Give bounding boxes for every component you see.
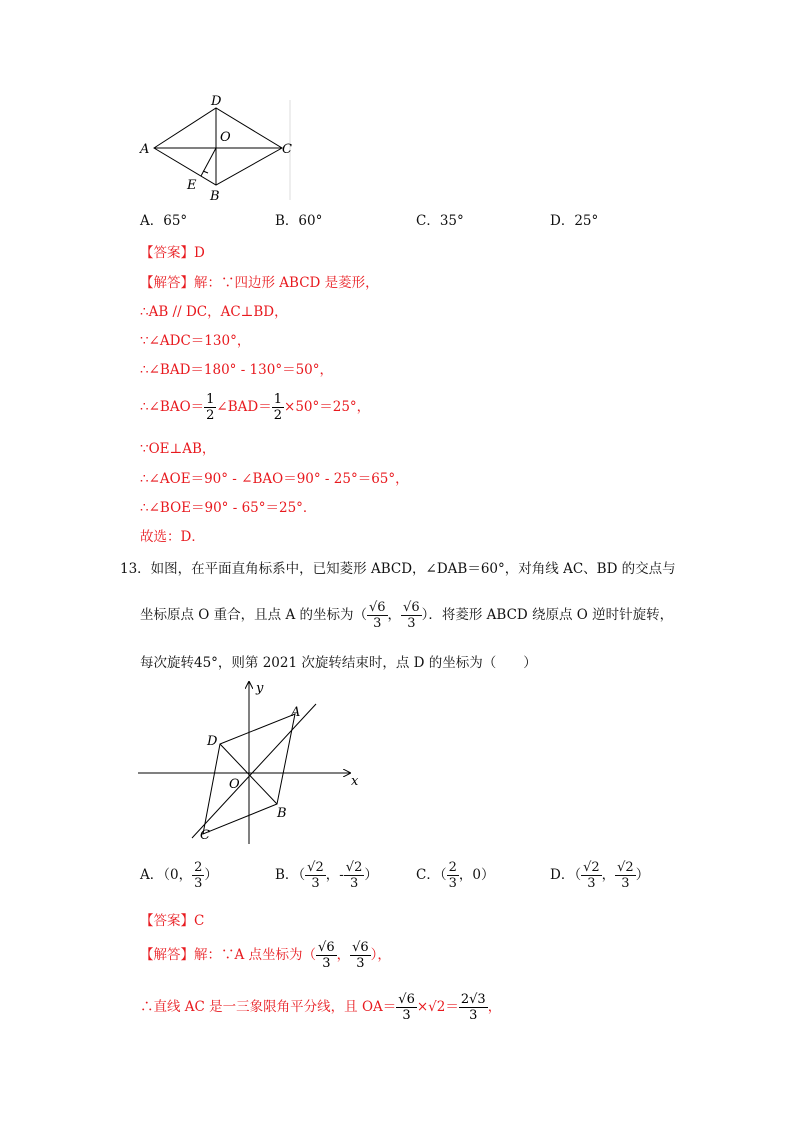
q12-solution-line7: ∴∠AOE＝90° - ∠BAO＝90° - 25°＝65°， (140, 471, 409, 487)
q13-line1: 13．如图，在平面直角标系中，已知菱形 ABCD，∠DAB＝60°，对角线 AC、BD 的交点与 (120, 561, 676, 577)
q12-answer: 【答案】D (140, 245, 205, 261)
label-c: C (282, 142, 292, 157)
q13-option-a: A．（0， $\frac{2}{3}$ ） (140, 860, 218, 891)
label-o: O (220, 130, 231, 145)
q12-solution-line6: ∵OE⊥AB， (140, 441, 216, 457)
q12-solution-line1: 【解答】解：∵四边形 ABCD 是菱形， (140, 275, 379, 291)
q13-option-c: C．（ $\frac{2}{3}$ ，0） (416, 860, 495, 891)
label-c: C (200, 828, 210, 843)
label-o: O (229, 777, 240, 792)
label-d: D (207, 734, 218, 749)
q12-solution-line5: ∴∠BAO＝ $\frac{1}{2}$ ∠BAD＝ $\frac{1}{2}$ ×50°＝25°， (140, 392, 371, 423)
q12-option-b: B．60° (275, 213, 323, 229)
q13-option-d: D．（ $\frac{√2}{3}$ ， $\frac{√2}{3}$ ） (550, 860, 650, 891)
label-a: A (140, 142, 150, 157)
label-x: x (351, 774, 359, 789)
coordinate-figure (130, 676, 370, 848)
q12-option-c: C．35° (416, 213, 464, 229)
q12-solution-line3: ∵∠ADC＝130°， (140, 333, 251, 349)
q12-solution-line4: ∴∠BAD＝180° - 130°＝50°， (140, 362, 334, 378)
segment-oe (201, 148, 216, 176)
q13-line3: 每次旋转45°，则第 2021 次旋转结束时，点 D 的坐标为（ ） (140, 655, 537, 671)
q12-solution-line8: ∴∠BOE＝90° - 65°＝25°． (140, 500, 317, 516)
q13-solution-line2: ∴直线 AC 是一三象限角平分线，且 OA＝ $\frac{√6}{3}$ ×√2＝ $\frac{2√3}{3}$ ， (140, 992, 502, 1023)
q13-line2: 坐标原点 O 重合，且点 A 的坐标为（ $\frac{√6}{3}$ ， $\frac{√6}{3}$ ）．将菱形 ABCD 绕原点 O 逆时针旋转， (140, 600, 674, 631)
right-angle-mark (203, 171, 208, 173)
q12-option-a: A．65° (140, 213, 188, 229)
q13-option-b: B．（ $\frac{√2}{3}$ ，- $\frac{√2}{3}$ ） (275, 860, 378, 891)
rhombus-figure (130, 90, 300, 202)
label-a: A (291, 705, 301, 720)
label-e: E (187, 178, 197, 193)
label-d: D (211, 94, 222, 109)
q12-option-d: D．25° (550, 213, 599, 229)
label-b: B (277, 806, 287, 821)
q13-answer: 【答案】C (140, 913, 205, 929)
label-y: y (256, 681, 264, 696)
q13-solution-line1: 【解答】解：∵A 点坐标为（ $\frac{√6}{3}$ ， $\frac{√6}{3}$ ）， (140, 940, 391, 971)
q12-solution-line2: ∴AB // DC，AC⊥BD， (140, 304, 288, 320)
label-b: B (210, 189, 220, 202)
rhombus-outline (154, 108, 282, 185)
diagonal-ac-line (192, 704, 316, 838)
q12-solution-line9: 故选：D． (140, 529, 205, 545)
